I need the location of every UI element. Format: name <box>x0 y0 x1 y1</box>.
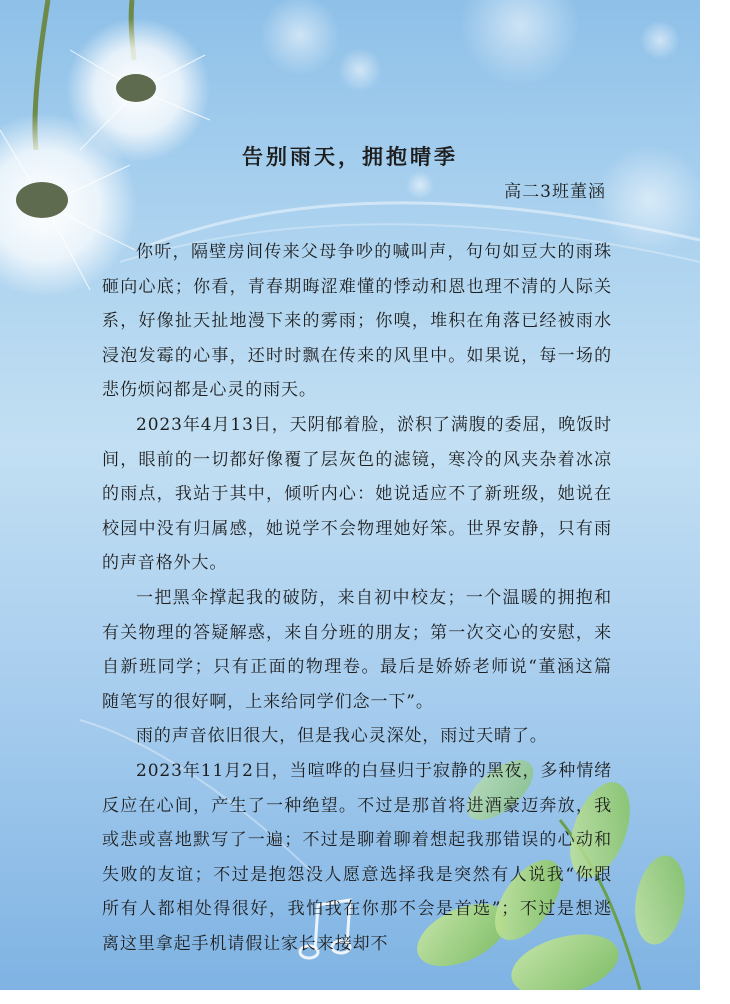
paragraph: 雨的声音依旧很大，但是我心灵深处，雨过天晴了。 <box>136 726 548 747</box>
paragraph: 2023年11月2日，当喧哗的白昼归于寂静的黑夜，多种情绪反应在心间，产生了一种绝望。不过是那首将进酒豪迈奔放，我或悲或喜地默写了一遍；不过是聊着聊着想起我那错误的心动和失败的友谊；不过是抱怨没人愿意选择我是突然有人说我“你跟所有人都相处得很好，我怕我在你那不会是首选”；不过是想逃离这里拿起手机请假让家长来接却不 <box>102 760 612 954</box>
essay-body <box>102 235 612 961</box>
essay-title: 告别雨天，拥抱晴季 <box>242 145 458 169</box>
paragraph: 一把黑伞撑起我的破防，来自初中校友；一个温暖的拥抱和有关物理的答疑解惑，来自分班的朋友；第一次交心的安慰，来自新班同学；只有正面的物理卷。最后是娇娇老师说“董涵这篇随笔写的很好啊，上来给同学们念一下”。 <box>102 587 612 712</box>
essay-author: 高二3班董涵 <box>504 182 606 202</box>
paragraph: 你听，隔壁房间传来父母争吵的喊叫声，句句如豆大的雨珠砸向心底；你看，青春期晦涩难懂的悸动和恩也理不清的人际关系，好像扯天扯地漫下来的雾雨；你嗅，堆积在角落已经被雨水浸泡发霉的心事，还时时飘在传来的风里中。如果说，每一场的悲伤烦闷都是心灵的雨天。 <box>102 242 612 401</box>
paragraph: 2023年4月13日，天阴郁着脸，淤积了满腹的委屈，晚饭时间，眼前的一切都好像覆了层灰色的滤镜，寒冷的风夹杂着冰凉的雨点，我站于其中，倾听内心：她说适应不了新班级，她说在校园中没有归属感，她说学不会物理她好笨。世界安静，只有雨的声音格外大。 <box>102 414 612 574</box>
